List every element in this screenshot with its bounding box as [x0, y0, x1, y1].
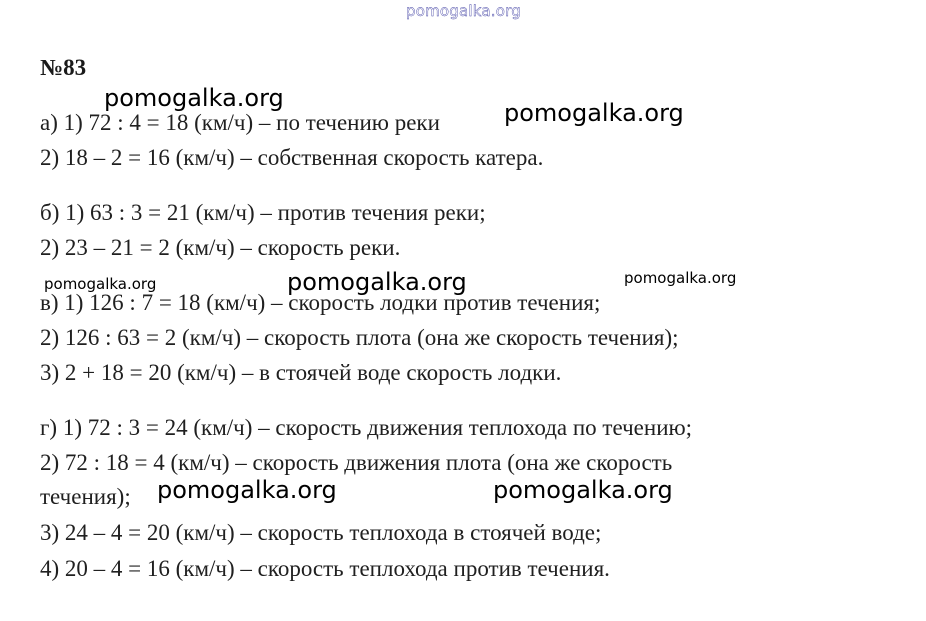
solution-line-a1: а) 1) 72 : 4 = 18 (км/ч) – по течению реки	[40, 110, 440, 135]
solution-line-a2: 2) 18 – 2 = 16 (км/ч) – собственная скорость катера.	[40, 145, 544, 170]
site-link[interactable]: pomogalka.org	[406, 2, 521, 20]
solution-line-g3: 3) 24 – 4 = 20 (км/ч) – скорость теплохода в стоячей воде;	[40, 520, 602, 545]
solution-line-g2: 2) 72 : 18 = 4 (км/ч) – скорость движения плота (она же скорость	[40, 450, 673, 475]
watermark: pomogalka.org	[287, 268, 467, 296]
watermark: pomogalka.org	[104, 84, 284, 112]
solution-line-b2: 2) 23 – 21 = 2 (км/ч) – скорость реки.	[40, 235, 401, 260]
watermark: pomogalka.org	[157, 476, 337, 504]
solution-line-g2-cont: течения);	[40, 484, 131, 509]
solution-line-b1: б) 1) 63 : 3 = 21 (км/ч) – против течения реки;	[40, 200, 486, 225]
solution-line-g1: г) 1) 72 : 3 = 24 (км/ч) – скорость движения теплохода по течению;	[40, 415, 693, 440]
watermark: pomogalka.org	[504, 99, 684, 127]
problem-number: №83	[40, 55, 87, 80]
watermark: pomogalka.org	[493, 476, 673, 504]
solution-line-v3: 3) 2 + 18 = 20 (км/ч) – в стоячей воде скорость лодки.	[40, 360, 562, 385]
watermark: pomogalka.org	[624, 269, 737, 287]
solution-line-v2: 2) 126 : 63 = 2 (км/ч) – скорость плота (она же скорость течения);	[40, 325, 679, 350]
solution-line-v1: в) 1) 126 : 7 = 18 (км/ч) – скорость лодки против течения;	[40, 290, 601, 315]
watermark: pomogalka.org	[44, 275, 157, 293]
solution-line-g4: 4) 20 – 4 = 16 (км/ч) – скорость теплохода против течения.	[40, 556, 610, 581]
